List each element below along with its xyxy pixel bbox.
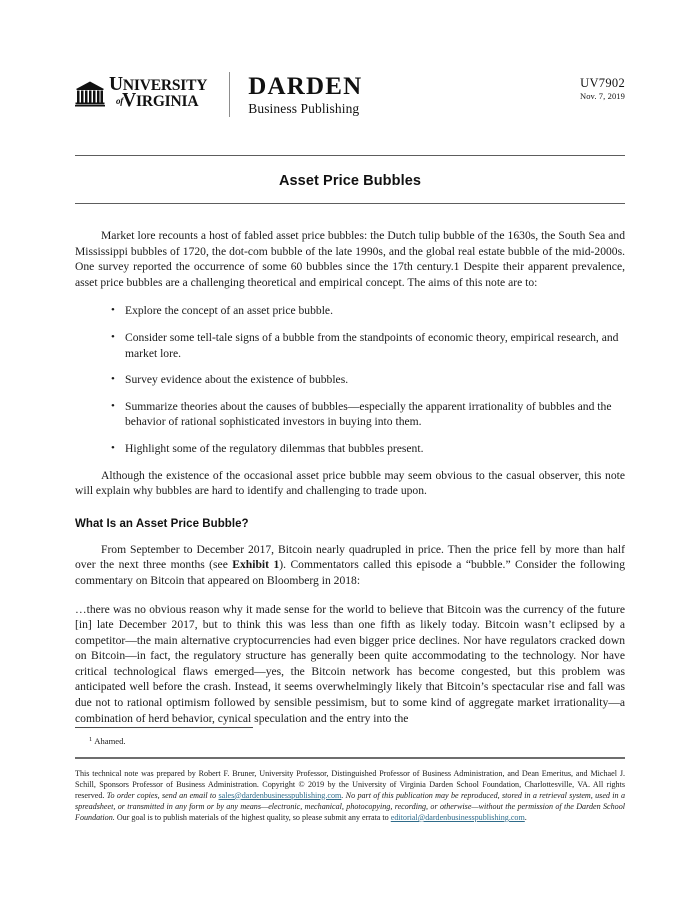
- list-item: [75, 330, 625, 361]
- aims-list: [75, 303, 625, 456]
- list-item-label: Explore the concept of an asset price bubble.: [125, 304, 333, 318]
- section-paragraph-part1: From September to December 2017, Bitcoin nearly quadrupled in price. Then the price fell by more than half over the next three months (see: [75, 542, 625, 572]
- darden-brand: [248, 72, 362, 117]
- bullet-icon: •: [111, 304, 115, 317]
- uva-wordmark-line1: UNIVERSITY: [109, 74, 208, 95]
- reproduction-note: . No part of this publication may be reproduced, stored in a retrieval system, used in a spreadsheet, or transmitted in any form or by any means—electronic, mechanical, photocopying, recording, or otherwise—without the permission of the Darden School Foundation.: [75, 790, 625, 822]
- footer-area: [75, 757, 625, 823]
- editorial-email-link[interactable]: editorial@dardenbusinesspublishing.com: [390, 812, 525, 822]
- copyright-text: This technical note was prepared by Robert F. Bruner, University Professor, Distinguished Professor of Business Administration, and Dean Emeritus, and Michael J. Schill, Sponsors Professor of Business Administration. Copyright © 2019 by the University of Virginia Darden School Foundation, Charlottesville, VA. All rights reserved.: [75, 768, 625, 800]
- footnote-area: [75, 727, 625, 747]
- uva-logo-lockup: [75, 72, 207, 109]
- list-item: [75, 372, 625, 388]
- list-item-label: Consider some tell-tale signs of a bubble from the standpoints of economic theory, empirical research, and market lore.: [125, 330, 619, 360]
- title-rule-bottom: [75, 203, 625, 204]
- copyright-block: [75, 768, 625, 823]
- masthead: [75, 72, 625, 124]
- uva-wordmark-line2: ofVIRGINIA: [116, 90, 199, 111]
- list-item-label: Highlight some of the regulatory dilemmas that bubbles present.: [125, 441, 424, 455]
- blockquote: …there was no obvious reason why it made sense for the world to believe that Bitcoin was the currency of the future [in] late December 2017, but to think this was less than one fifth as likely today. Bitcoin wasn’t eclipsed by a competitor—the main alternative cryptocurrencies had even bigger price declines. Nor have regulators cracked down on Bitcoin—in fact, the regulatory structure has generally been quite accommodating to the technology. Nor have critical technological flaws emerged—yes, the Bitcoin network has become congested, but this problem was anticipated well before the crash. Instead, it seems overwhelmingly likely that Bitcoin’s spectacular rise and fall was due not to rational optimism followed by sensible pessimism, but to some kind of aggregate market irrationality—a combination of herd behavior, cynical speculation and the entry into the: [75, 602, 625, 725]
- section-paragraph-part2: ). Commentators called this episode a “bubble.” Consider the following commentary on Bitcoin that appeared on Bloomberg in 2018:: [75, 558, 625, 587]
- errata-text: Our goal is to publish materials of the highest quality, so please submit any errata to: [114, 812, 391, 822]
- footnote-text: Ahamed.: [94, 736, 126, 746]
- document-id: UV7902: [580, 76, 625, 90]
- list-item: [75, 399, 625, 430]
- list-item-label: Summarize theories about the causes of bubbles—especially the apparent irrationality of bubbles and the behavior of rational sophisticated investors in buying into them.: [125, 399, 612, 429]
- order-copies-note: To order copies, send an email to: [106, 790, 219, 800]
- sales-email-link[interactable]: sales@dardenbusinesspublishing.com: [218, 790, 342, 800]
- bullet-icon: •: [111, 399, 115, 412]
- intro-paragraph: Market lore recounts a host of fabled asset price bubbles: the Dutch tulip bubble of the 1630s, the South Sea and Mississippi bubbles of 1720, the dot-com bubble of the late 1990s, and the global real estate bubble of the mid-2000s. One survey reported the occurrence of some 60 bubbles since the 17th century.1 Despite their apparent prevalence, asset price bubbles are a challenging theoretical and empirical concept. The aims of this note are to:: [75, 229, 625, 289]
- uva-wordmark: [109, 74, 208, 111]
- bullet-icon: •: [111, 330, 115, 343]
- footnote-marker: 1: [89, 736, 93, 743]
- list-item: [75, 303, 625, 319]
- darden-wordmark: DARDEN: [248, 73, 363, 100]
- masthead-divider: [229, 72, 230, 117]
- closing-paragraph: Although the existence of the occasional asset price bubble may seem obvious to the casual observer, this note will explain why bubbles are hard to identify and challenging to trade upon.: [75, 468, 625, 498]
- section-paragraph: [75, 542, 625, 589]
- page-title: Asset Price Bubbles: [278, 173, 422, 189]
- bullet-icon: •: [111, 373, 115, 386]
- footer-period: .: [524, 812, 527, 822]
- footnote-separator: [75, 727, 253, 728]
- list-item-label: Survey evidence about the existence of bubbles.: [125, 373, 349, 387]
- section-heading: What Is an Asset Price Bubble?: [75, 517, 249, 530]
- title-band: [75, 155, 625, 204]
- darden-subtitle: Business Publishing: [248, 101, 360, 116]
- body-content: [75, 228, 625, 726]
- bullet-icon: •: [111, 441, 115, 454]
- rotunda-icon: [75, 81, 105, 107]
- footnote: [75, 734, 625, 747]
- document-date: Nov. 7, 2019: [579, 91, 625, 101]
- footer-separator: [75, 757, 625, 759]
- list-item: [75, 441, 625, 457]
- document-meta: [580, 76, 625, 102]
- exhibit-reference: Exhibit 1: [232, 558, 280, 572]
